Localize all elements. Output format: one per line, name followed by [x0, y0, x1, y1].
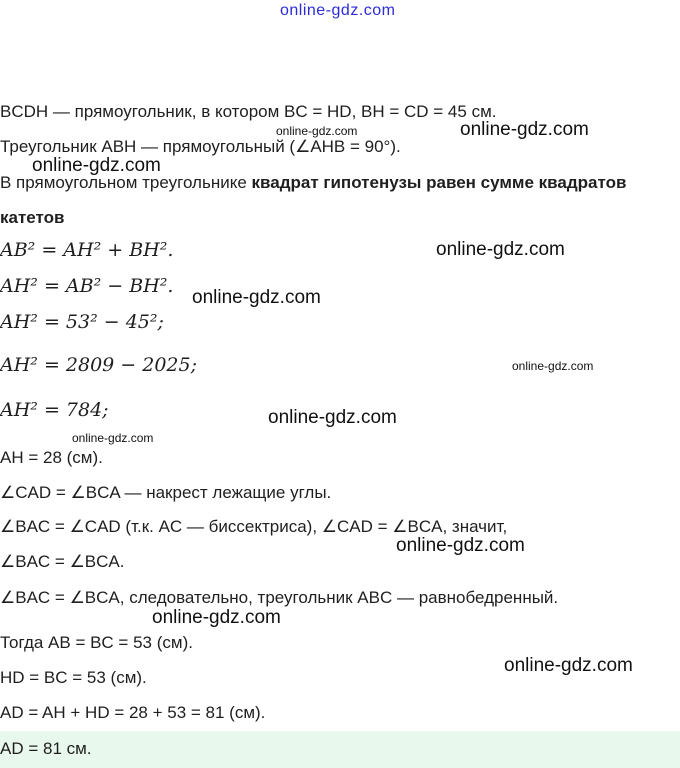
watermark: online-gdz.com: [512, 359, 594, 373]
watermark: online-gdz.com: [504, 655, 633, 676]
angle-line-3: ∠BAC = ∠BCA.: [0, 552, 125, 571]
rule-bold-continuation: катетов: [0, 208, 65, 227]
result-ah: AH = 28 (см).: [0, 448, 103, 467]
result-ab: Тогда AB = BC = 53 (см).: [0, 633, 193, 652]
watermark: online-gdz.com: [396, 535, 525, 556]
result-ad-calc: AD = AH + HD = 28 + 53 = 81 (см).: [0, 703, 266, 722]
equation-1: AB² = AH² + BH².: [0, 239, 174, 261]
equation-4: AH² = 2809 − 2025;: [0, 354, 198, 376]
angle-line-4: ∠BAC = ∠BCA, следовательно, треугольник ABC — равнобедренный.: [0, 588, 559, 607]
result-hd: HD = BC = 53 (см).: [0, 668, 147, 687]
rule-bold: квадрат гипотенузы равен сумме квадратов: [251, 173, 627, 192]
rule-intro: В прямоугольном треугольнике: [0, 173, 247, 192]
header-watermark: online-gdz.com: [280, 2, 396, 19]
watermark: online-gdz.com: [152, 607, 281, 628]
watermark: online-gdz.com: [436, 239, 565, 260]
angle-line-2: ∠BAC = ∠CAD (т.к. AC — биссектриса), ∠CAD = ∠BCA, значит,: [0, 517, 508, 536]
final-answer: AD = 81 см.: [0, 739, 92, 758]
watermark: online-gdz.com: [72, 431, 154, 445]
solution-line-2: Треугольник ABH — прямоугольный (∠AHB = 90°).: [0, 137, 401, 156]
watermark: online-gdz.com: [192, 287, 321, 308]
answer-highlight: [0, 731, 680, 768]
watermark: online-gdz.com: [276, 124, 358, 138]
solution-line-1: BCDH — прямоугольник, в котором BC = HD, BH = CD = 45 см.: [0, 102, 497, 121]
equation-5: AH² = 784;: [0, 399, 109, 421]
watermark: online-gdz.com: [32, 155, 161, 176]
equation-3: AH² = 53² − 45²;: [0, 311, 164, 333]
watermark: online-gdz.com: [460, 119, 589, 140]
watermark: online-gdz.com: [268, 407, 397, 428]
equation-2: AH² = AB² − BH².: [0, 275, 174, 297]
angle-line-1: ∠CAD = ∠BCA — накрест лежащие углы.: [0, 483, 332, 502]
